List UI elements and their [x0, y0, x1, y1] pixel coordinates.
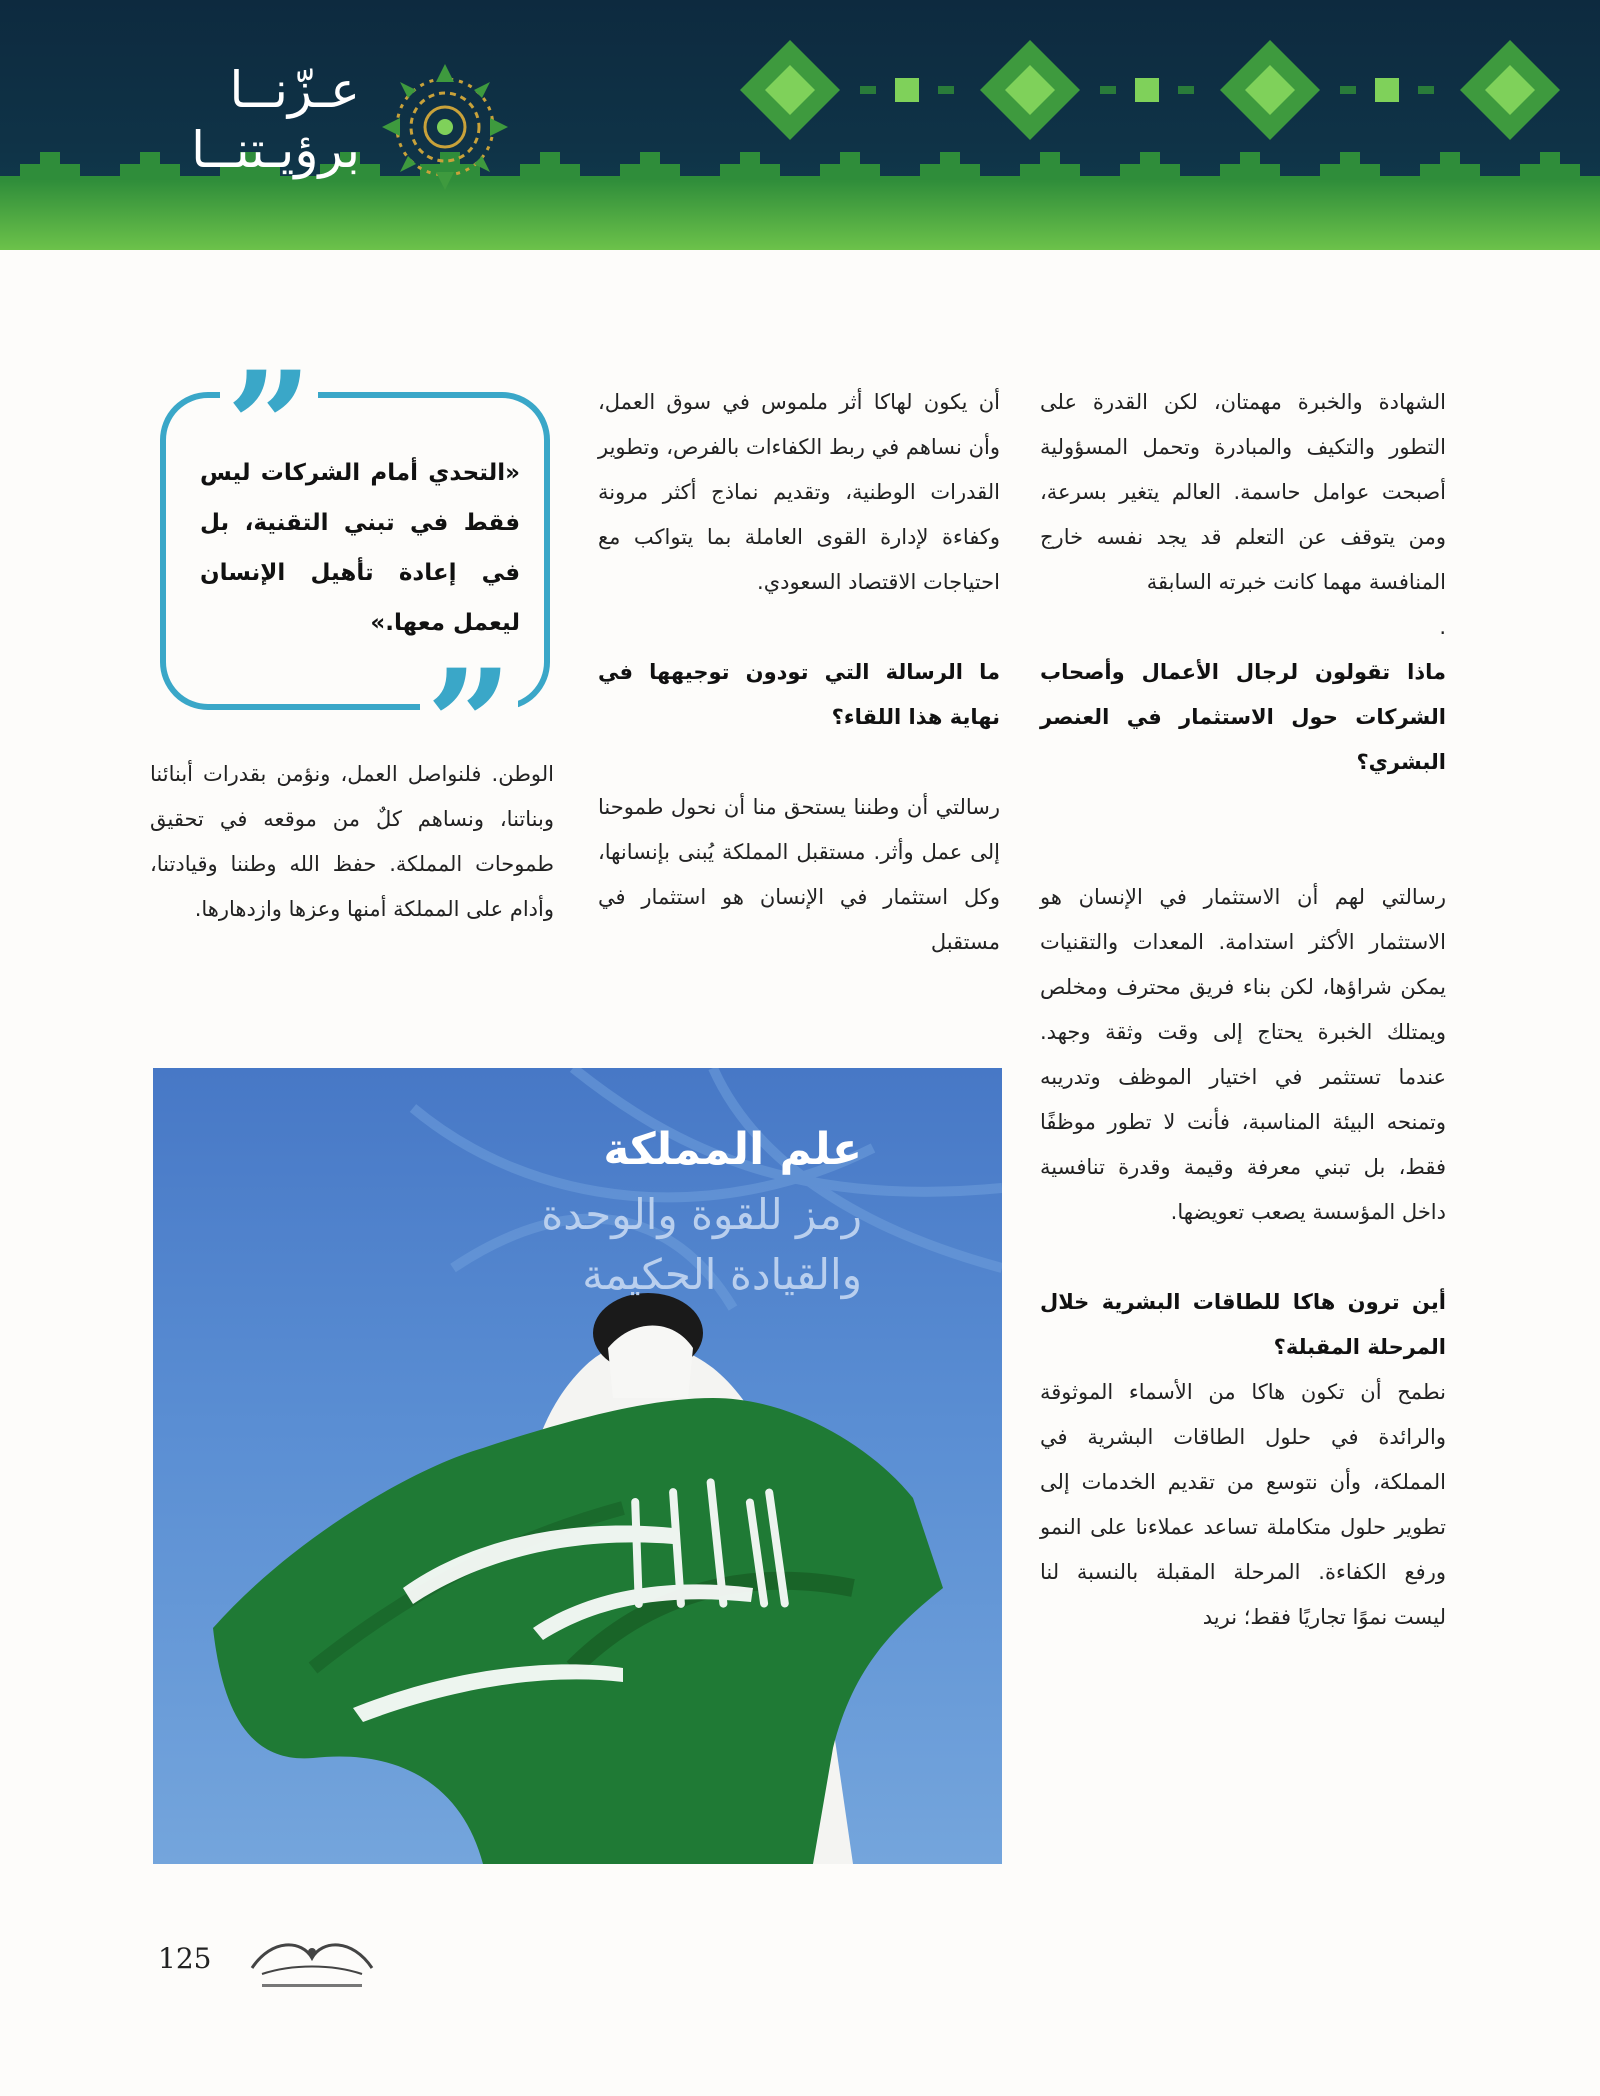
slogan-logo	[140, 60, 360, 180]
green-stripe	[0, 180, 1600, 250]
flag-illustration	[153, 1068, 1002, 1864]
paragraph: رسالتي لهم أن الاستثمار في الإنسان هو الاستثمار الأكثر استدامة. المعدات والتقنيات يمكن شراؤها، لكن بناء فريق محترف ومخلص ويمتلك الخبرة يحتاج إلى وقت وثقة وجهد. عندما تستثمر في اختيار الموظف وتدريبه وتمنحه البيئة المناسبة، فأنت لا تطور موظفًا فقط، بل تبني معرفة وقيمة وقدرة تنافسية داخل المؤسسة يصعب تعويضها.	[1040, 885, 1446, 1224]
paragraph: نطمح أن تكون هاكا من الأسماء الموثوقة والرائدة في حلول الطاقات البشرية في المملكة، وأن نتوسع من تقديم الخدمات إلى تطوير حلول متكاملة تساعد عملاءنا على النمو ورفع الكفاءة. المرحلة المقبلة بالنسبة لنا ليست نموًا تجاريًا فقط؛ نريد	[1040, 1380, 1446, 1629]
paragraph: الوطن. فلنواصل العمل، ونؤمن بقدرات أبنائنا وبناتنا، ونساهم كلٌ من موقعه في تحقيق طموحات المملكة. حفظ الله وطننا وقيادتنا، وأدام على المملكة أمنها وعزها وازدهارها.	[150, 762, 554, 921]
column-middle	[598, 380, 1000, 965]
paragraph: أن يكون لهاكا أثر ملموس في سوق العمل، وأن نساهم في ربط الكفاءات بالفرص، وتطوير القدرات الوطنية، وتقديم نماذج أكثر مرونة وكفاءة لإدارة القوى العاملة بما يتواكب مع احتياجات الاقتصاد السعودي.	[598, 390, 1000, 594]
paragraph: رسالتي أن وطننا يستحق منا أن نحول طموحنا إلى عمل وأثر. مستقبل المملكة يُبنى بإنسانها، وكل استثمار في الإنسان هو استثمار في مستقبل	[598, 795, 1000, 954]
magazine-logo-icon	[242, 1928, 382, 1998]
column-right	[1040, 380, 1446, 1640]
page-number: 125	[158, 1942, 212, 1975]
slogan-line-2: برؤيـتنــا	[191, 121, 360, 179]
flag-photo	[153, 1068, 1002, 1864]
photo-subtitle-2: والقيادة الحكيمة	[582, 1250, 862, 1299]
quote-mark-open-icon: ”	[220, 352, 318, 502]
column-left	[150, 752, 554, 932]
rosette-emblem-icon	[380, 62, 510, 192]
question-heading: ما الرسالة التي تودون توجيهها في نهاية هذا اللقاء؟	[598, 660, 1000, 729]
header-banner	[0, 0, 1600, 250]
pull-quote-text: «التحدي أمام الشركات ليس فقط في تبني التقنية، بل في إعادة تأهيل الإنسان ليعمل معها.»	[200, 460, 520, 636]
quote-mark-close-icon: ”	[420, 650, 518, 800]
slogan-line-1: عـزّنــا	[229, 61, 360, 119]
sadu-pattern	[700, 20, 1600, 160]
paragraph: الشهادة والخبرة مهمتان، لكن القدرة على التطور والتكيف والمبادرة وتحمل المسؤولية أصبحت عوامل حاسمة. العالم يتغير بسرعة، ومن يتوقف عن التعلم قد يجد نفسه خارج المنافسة مهما كانت خبرته السابقة	[1040, 390, 1446, 594]
question-heading: أين ترون هاكا للطاقات البشرية خلال المرحلة المقبلة؟	[1040, 1290, 1446, 1359]
question-heading: ماذا تقولون لرجال الأعمال وأصحاب الشركات حول الاستثمار في العنصر البشري؟	[1040, 660, 1446, 774]
paragraph-dot: .	[1439, 615, 1446, 639]
photo-title: علم المملكة	[603, 1124, 862, 1175]
photo-subtitle-1: رمز للقوة والوحدة	[541, 1190, 862, 1239]
